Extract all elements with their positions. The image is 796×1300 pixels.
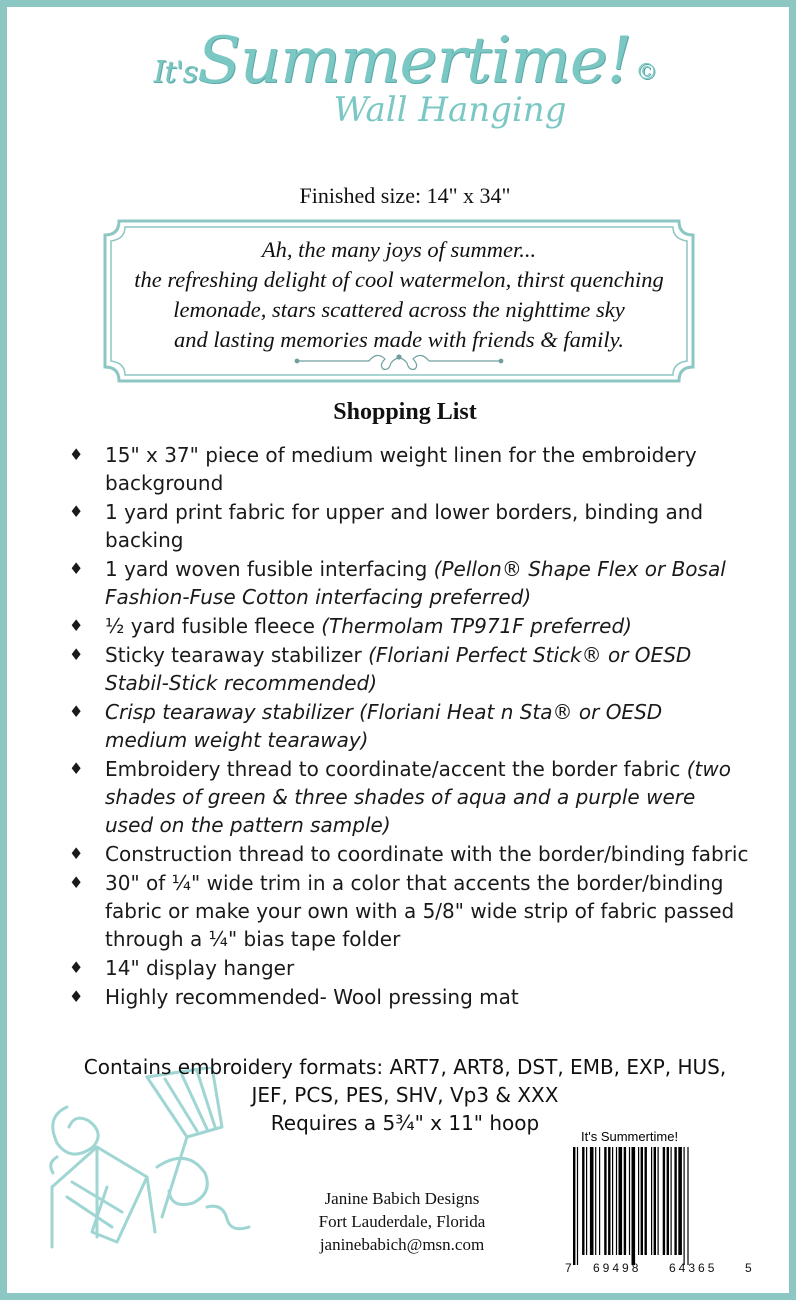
barcode-digit: 7 — [565, 1261, 572, 1275]
quote-line: Ah, the many joys of summer... — [261, 237, 537, 262]
item-text: 15" x 37" piece of medium weight linen for the embroidery background — [105, 443, 697, 495]
barcode — [565, 1129, 755, 1289]
list-item — [69, 840, 749, 868]
diamond-bullet-icon: ♦ — [69, 645, 84, 664]
quote-frame — [101, 217, 697, 385]
item-note: (two shades of green & three shades of aqua and a purple were used on the pattern sample) — [105, 757, 731, 837]
diamond-bullet-icon: ♦ — [69, 616, 84, 635]
diamond-bullet-icon: ♦ — [69, 445, 84, 464]
item-text: 1 yard print fabric for upper and lower borders, binding and backing — [105, 500, 704, 552]
item-text: 30" of ¼" wide trim in a color that accents the border/binding fabric or make your own with a 5/8" wide strip of fabric passed through a ¼" bias tape folder — [105, 871, 735, 951]
designer-contact — [277, 1187, 527, 1256]
finished-size: Finished size: 14" x 34" — [299, 183, 511, 208]
list-item — [69, 954, 749, 982]
list-item — [69, 498, 749, 554]
embroidery-formats — [47, 1053, 763, 1137]
diamond-bullet-icon: ♦ — [69, 844, 84, 863]
formats-line: JEF, PCS, PES, SHV, Vp3 & XXX — [251, 1083, 559, 1107]
barcode-digit: 64365 — [669, 1261, 718, 1275]
shopping-list — [69, 441, 749, 1012]
item-note: Crisp tearaway stabilizer (Floriani Heat n Sta® or OESD medium weight tearaway) — [105, 700, 663, 752]
barcode-label: It's Summertime! — [581, 1129, 679, 1144]
flourish-icon — [295, 355, 503, 369]
list-item — [69, 612, 749, 640]
list-item — [69, 983, 749, 1011]
shopping-list-heading: Shopping List — [333, 399, 477, 425]
item-text: Construction thread to coordinate with the border/binding fabric — [105, 842, 749, 866]
item-text: Highly recommended- Wool pressing mat — [105, 985, 519, 1009]
item-note: (Floriani Perfect Stick® or OESD Stabil-Stick recommended) — [105, 643, 692, 695]
item-text: 1 yard woven fusible interfacing — [105, 557, 434, 581]
company-name: Janine Babich Designs — [324, 1189, 480, 1208]
barcode-bars — [565, 1147, 755, 1267]
quote-line: lemonade, stars scattered across the nighttime sky — [173, 297, 625, 322]
item-text: Sticky tearaway stabilizer — [105, 643, 369, 667]
title — [7, 25, 796, 97]
diamond-bullet-icon: ♦ — [69, 873, 84, 892]
subtitle: Wall Hanging — [333, 90, 567, 130]
quote-text — [101, 235, 697, 355]
list-item — [69, 869, 749, 953]
item-text: 14" display hanger — [105, 956, 295, 980]
diamond-bullet-icon: ♦ — [69, 502, 84, 521]
quote-line: the refreshing delight of cool watermelon, thirst quenching — [134, 267, 664, 292]
diamond-bullet-icon: ♦ — [69, 958, 84, 977]
barcode-digit: 5 — [745, 1261, 752, 1275]
company-email: janinebabich@msn.com — [319, 1235, 485, 1254]
diamond-bullet-icon: ♦ — [69, 702, 84, 721]
hoop-requirement: Requires a 5¾" x 11" hoop — [270, 1111, 540, 1135]
diamond-bullet-icon: ♦ — [69, 987, 84, 1006]
item-text: Embroidery thread to coordinate/accent the border fabric — [105, 757, 687, 781]
title-block — [7, 25, 796, 131]
formats-line: Contains embroidery formats: ART7, ART8, DST, EMB, EXP, HUS, — [83, 1055, 727, 1079]
title-main: Summertime! — [197, 24, 632, 98]
list-item — [69, 698, 749, 754]
list-item — [69, 555, 749, 611]
list-item — [69, 441, 749, 497]
company-location: Fort Lauderdale, Florida — [318, 1212, 486, 1231]
diamond-bullet-icon: ♦ — [69, 759, 84, 778]
item-note: (Pellon® Shape Flex or Bosal Fashion-Fuse Cotton interfacing preferred) — [105, 557, 726, 609]
item-text: ½ yard fusible fleece — [105, 614, 322, 638]
barcode-digit: 69498 — [593, 1261, 642, 1275]
list-item — [69, 641, 749, 697]
quote-line: and lasting memories made with friends & family. — [174, 327, 624, 352]
title-prefix: It's — [153, 55, 198, 90]
diamond-bullet-icon: ♦ — [69, 559, 84, 578]
item-note: (Thermolam TP971F preferred) — [321, 614, 632, 638]
copyright-mark: © — [635, 60, 657, 85]
list-item — [69, 755, 749, 839]
